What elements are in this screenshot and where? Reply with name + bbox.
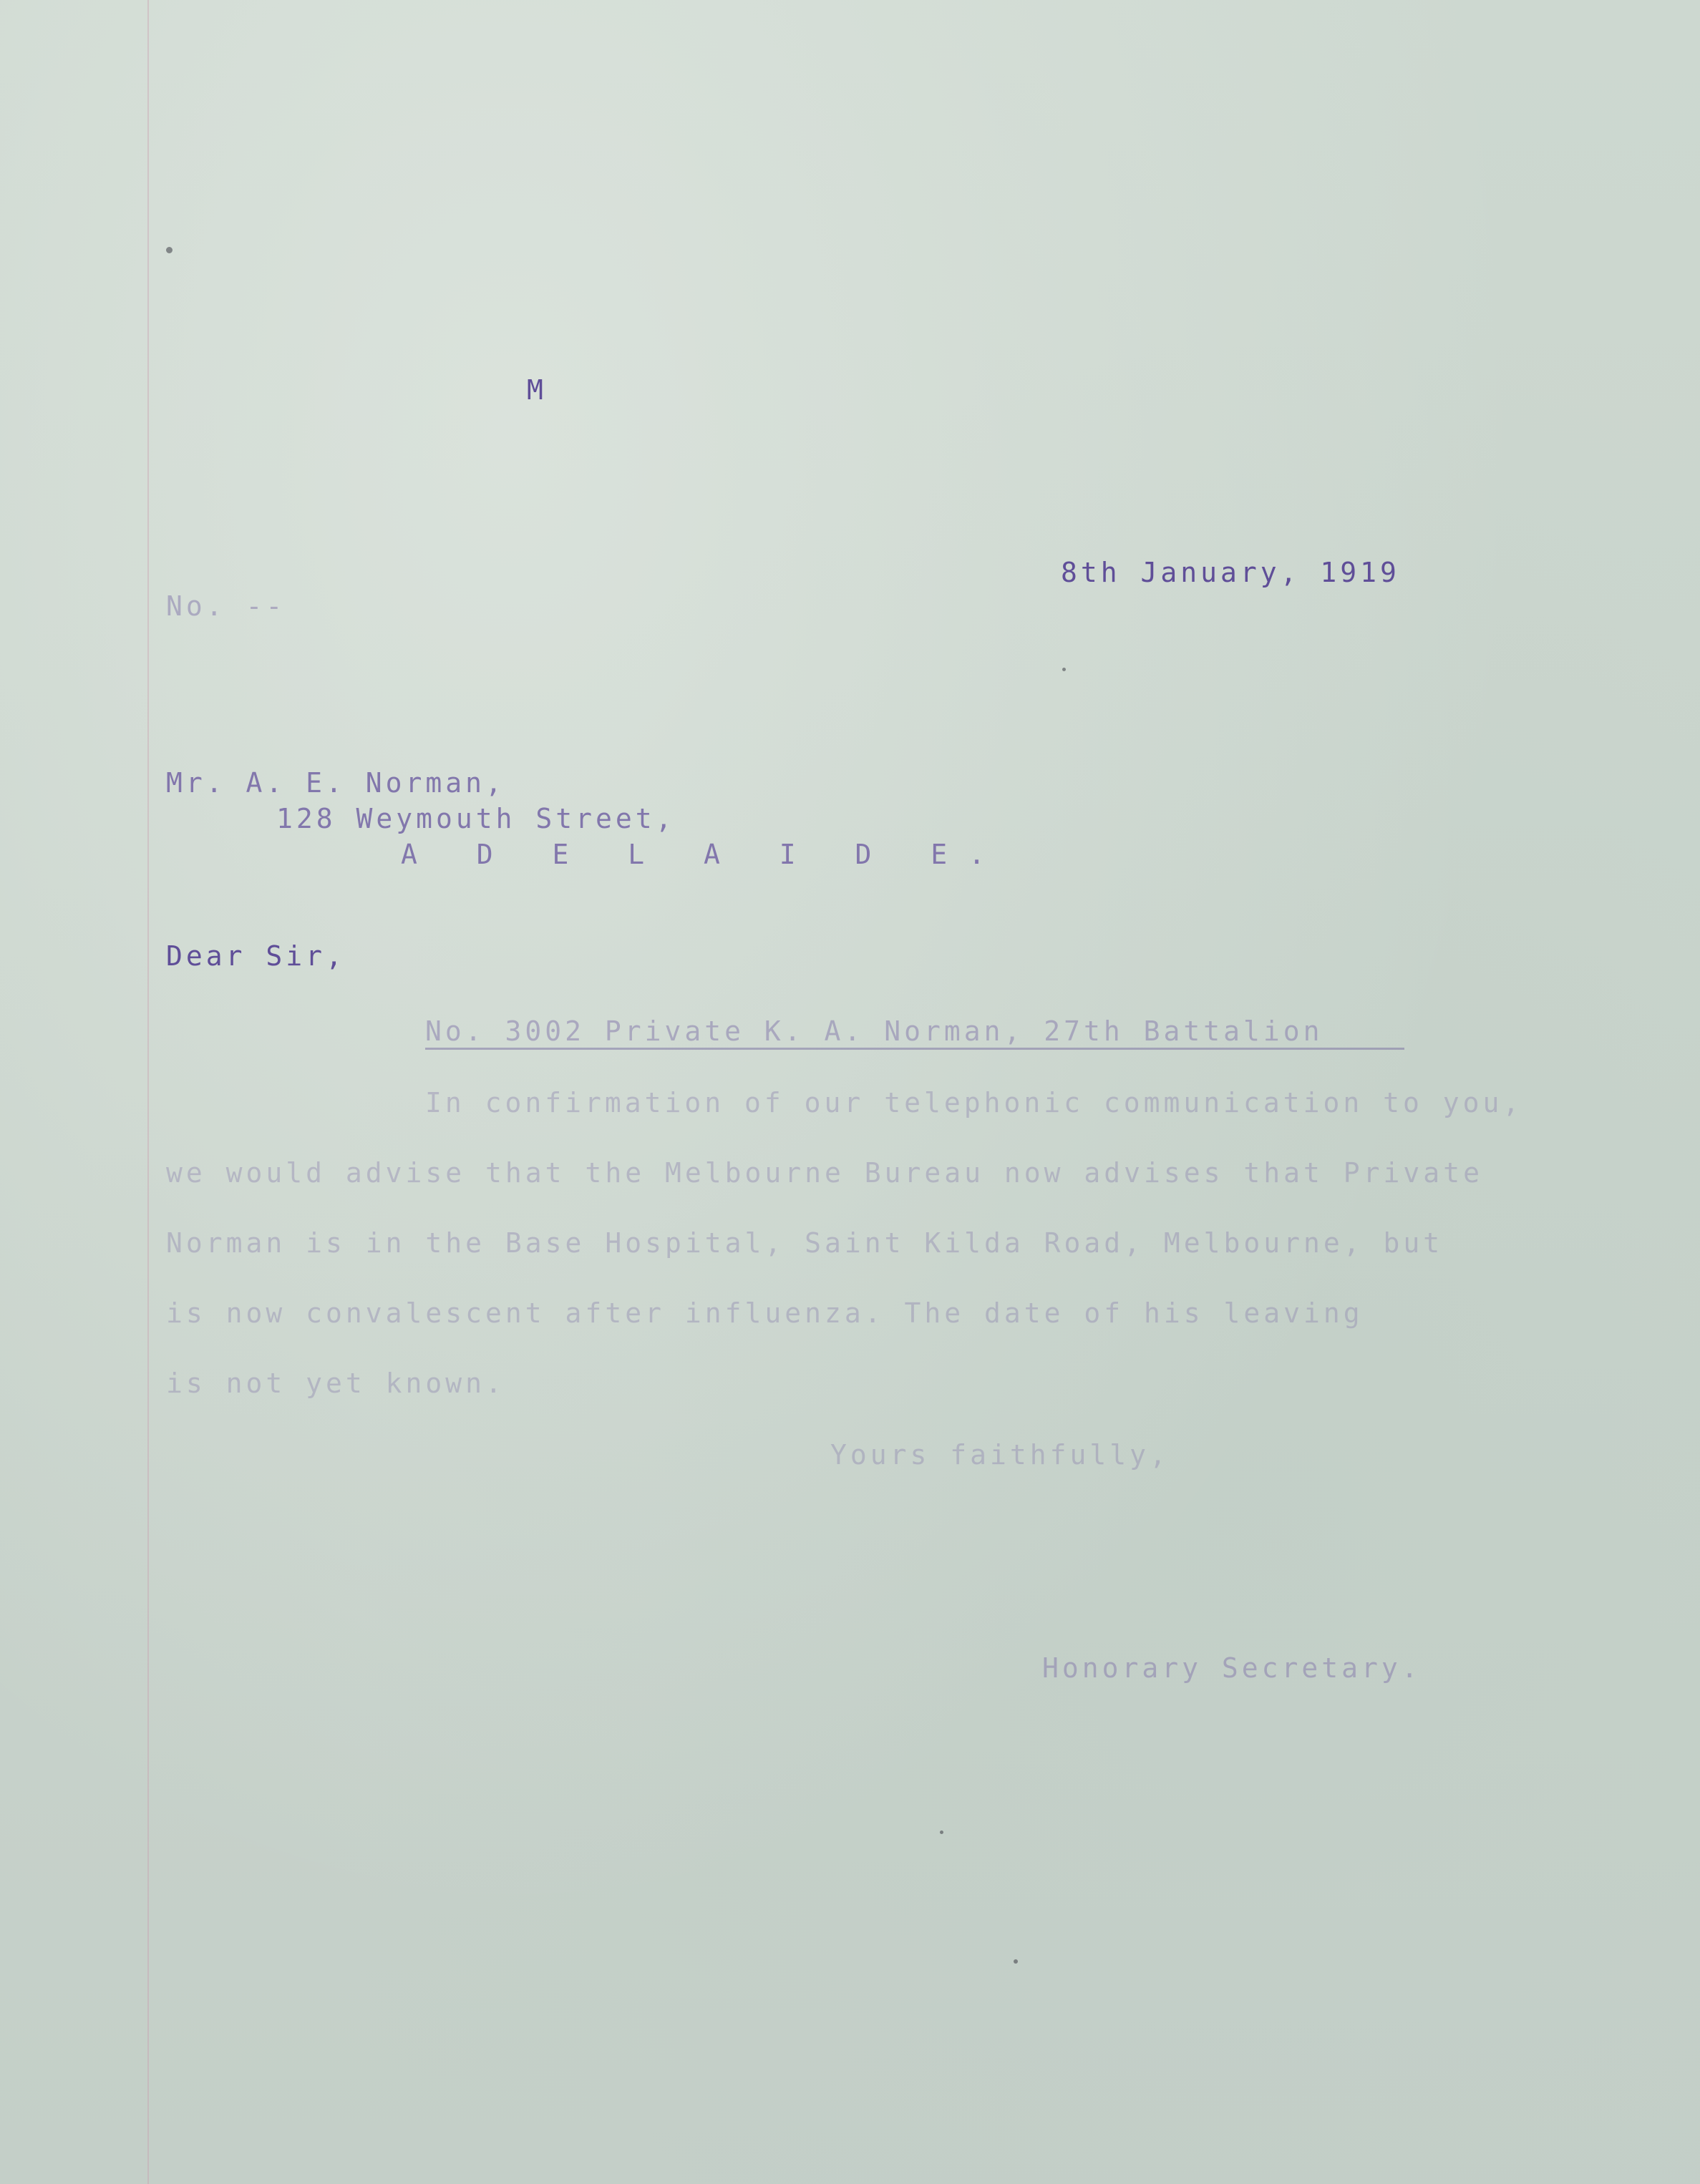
subject-line: No. 3002 Private K. A. Norman, 27th Battalion [425,1015,1323,1047]
paper-speck [166,247,173,253]
paper-speck [1062,668,1066,671]
signatory-title: Honorary Secretary. [1042,1652,1422,1684]
letter-mark: M [527,374,547,406]
recipient-name: Mr. A. E. Norman, [166,767,505,799]
margin-rule [147,0,149,2184]
reference-number: No. -- [166,590,286,622]
body-line: is now convalescent after influenza. The date of his leaving [166,1297,1364,1329]
paper-speck [1014,1959,1018,1964]
body-line: we would advise that the Melbourne Bureau now advises that Private [166,1157,1483,1189]
recipient-street: 128 Weymouth Street, [276,803,676,834]
body-line: is not yet known. [166,1368,505,1399]
body-line: In confirmation of our telephonic communication to you, [425,1087,1523,1118]
body-line: Norman is in the Base Hospital, Saint Kilda Road, Melbourne, but [166,1227,1444,1259]
recipient-city: A D E L A I D E. [401,839,1007,870]
subject-underline [425,1048,1404,1050]
closing: Yours faithfully, [830,1439,1170,1471]
paper-speck [940,1830,943,1834]
salutation: Dear Sir, [166,940,346,972]
letter-date: 8th January, 1919 [1061,557,1400,588]
